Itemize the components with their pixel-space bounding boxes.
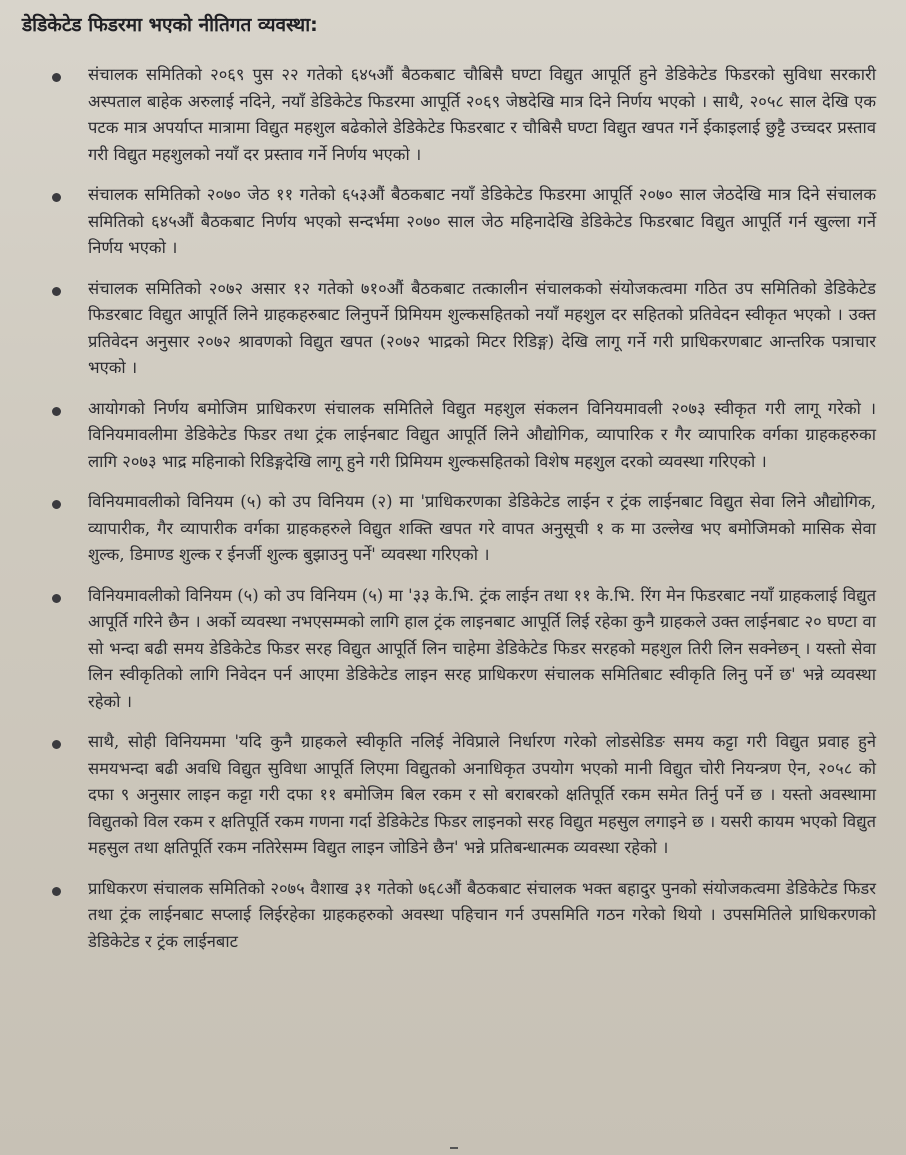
list-item (22, 62, 876, 168)
list-item-text: संचालक समितिको २०७० जेठ ११ गतेको ६५३औं बैठकबाट नयाँ डेडिकेटेड फिडरमा आपूर्ति २०७० साल जेठदेखि मात्र दिने संचालक समितिको ६४५औं बैठकबाट निर्णय भएको सन्दर्भमा २०७० साल जेठ महिनादेखि डेडिकेटेड फिडरबाट विद्युत आपूर्ति गर्न खुल्ला गर्ने निर्णय भएको । (88, 185, 876, 257)
bullet-icon (52, 407, 61, 416)
section-heading: डेडिकेटेड फिडरमा भएको नीतिगत व्यवस्था: (22, 14, 318, 36)
list-item-text: आयोगको निर्णय बमोजिम प्राधिकरण संचालक समितिले विद्युत महशुल संकलन विनियमावली २०७३ स्वीकृत गरी लागू गरेको । विनियमावलीमा डेडिकेटेड फिडर तथा ट्रंक लाईनबाट विद्युत आपूर्ति लिने औद्योगिक, व्यापारिक र गैर व्यापारिक वर्गका ग्राहकहरुका लागि २०७३ भाद्र महिनाको रिडिङ्गदेखि लागू हुने गरी प्रिमियम शुल्कसहितको विशेष महशुल दरको व्यवस्था गरिएको । (88, 398, 876, 471)
list-item-text: साथै, सोही विनियममा 'यदि कुनै ग्राहकले स्वीकृति नलिई नेविप्राले निर्धारण गरेको लोडसेडिङ समय कट्टा गरी विद्युत प्रवाह हुने समयभन्दा बढी अवधि विद्युत सुविधा आपूर्ति लिएमा विद्युतको अनाधिकृत उपयोग भएको मानी विद्युत चोरी नियन्त्रण ऐन, २०५८ को दफा ९ अनुसार लाइन कट्टा गरी दफा ११ बमोजिम बिल रकम र सो बराबरको क्षतिपूर्ति रकम समेत तिर्नु पर्ने छ । यस्तो अवस्थामा विद्युतको विल रकम र क्षतिपूर्ति रकम गणना गर्दा डेडिकेटेड फिडर लाइनको सरह विद्युत महसुल लगाइने छ । यसरी कायम भएको विद्युत महसुल तथा क्षतिपूर्ति रकम नतिरेसम्म विद्युत लाइन जोडिने छैन' भन्ने प्रतिबन्धात्मक व्यवस्था रहेको । (88, 732, 876, 857)
bullet-icon (52, 287, 61, 296)
bullet-icon (52, 193, 61, 202)
list-item-text: संचालक समितिको २०६९ पुस २२ गतेको ६४५औं बैठकबाट चौबिसै घण्टा विद्युत आपूर्ति हुने डेडिकेटेड फिडरको सुविधा सरकारी अस्पताल बाहेक अरुलाई नदिने, नयाँ डेडिकेटेड फिडरमा आपूर्ति २०६९ जेष्ठदेखि मात्र दिने निर्णय भएको । साथै, २०५८ साल देखि एक पटक मात्र अपर्याप्त मात्रामा विद्युत महशुल बढेकोले डेडिकेटेड फिडरबाट र चौबिसै घण्टा विद्युत खपत गर्ने ईकाइलाई छुट्टै उच्चदर प्रस्ताव गरी विद्युत महशुलको नयाँ दर प्रस्ताव गर्ने निर्णय भएको । (88, 65, 876, 164)
list-item-text: विनियमावलीको विनियम (५) को उप विनियम (२) मा 'प्राधिकरणका डेडिकेटेड लाईन र ट्रंक लाईनबाट विद्युत सेवा लिने औद्योगिक, व्यापारीक, गैर व्यापारीक वर्गका ग्राहकहरुले विद्युत शक्ति खपत गरे वापत अनुसूची १ क मा उल्लेख भए बमोजिमको मासिक सेवा शुल्क, डिमाण्ड शुल्क र ईनर्जी शुल्क बुझाउनु पर्ने' व्यवस्था गरिएको । (88, 492, 876, 564)
list-item (22, 182, 876, 262)
bullet-icon (52, 887, 61, 896)
list-item (22, 583, 876, 716)
list-item (22, 876, 876, 956)
list-item-text: प्राधिकरण संचालक समितिको २०७५ वैशाख ३१ गतेको ७६८औं बैठकबाट संचालक भक्त बहादुर पुनको संयोजकत्वमा डेडिकेटेड फिडर तथा ट्रंक लाईनबाट सप्लाई लिईरहेका ग्राहकहरुको अवस्था पहिचान गर्न उपसमिति गठन गरेको थियो । उपसमितिले प्राधिकरणको डेडिकेटेड र ट्रंक लाईनबाट (88, 878, 876, 951)
list-item-text: विनियमावलीको विनियम (५) को उप विनियम (५) मा '३३ के.भि. ट्रंक लाईन तथा ११ के.भि. रिंग मेन फिडरबाट नयाँ ग्राहकलाई विद्युत आपूर्ति गरिने छैन । अर्को व्यवस्था नभएसम्मको लागि हाल ट्रंक लाइनबाट आपूर्ति लिई रहेका कुनै ग्राहकले उक्त लाईनबाट २० घण्टा वा सो भन्दा बढी समय डेडिकेटेड फिडर सरह विद्युत आपूर्ति लिन चाहेमा डेडिकेटेड फिडर सरहको महशुल तिरी लिन सक्नेछन् । यस्तो सेवा लिन स्वीकृतिको लागि निवेदन पर्न आएमा डेडिकेटेड लाइन सरह प्राधिकरण संचालक समितिबाट स्वीकृति लिनु पर्ने छ' भन्ने व्यवस्था रहेको । (88, 585, 876, 711)
bullet-icon (52, 740, 61, 749)
list-item (22, 729, 876, 862)
bullet-icon (52, 73, 61, 82)
bullet-icon (52, 594, 61, 603)
list-item-text: संचालक समितिको २०७२ असार १२ गतेको ७१०औं बैठकबाट तत्कालीन संचालकको संयोजकत्वमा गठित उप समितिको डेडिकेटेड फिडरबाट विद्युत आपूर्ति लिने ग्राहकहरुबाट लिनुपर्ने प्रिमियम शुल्कसहितको नयाँ महशुल दर सहितको प्रतिवेदन स्वीकृत भएको । उक्त प्रतिवेदन अनुसार २०७२ श्रावणको विद्युत खपत (२०७२ भाद्रको मिटर रिडिङ्ग) देखि लागू गर्ने गरी प्राधिकरणबाट आन्तरिक पत्राचार भएको । (88, 278, 876, 377)
list-item (22, 489, 876, 569)
bullet-icon (52, 500, 61, 509)
policy-list (22, 62, 876, 955)
list-item (22, 396, 876, 476)
list-item (22, 276, 876, 382)
page-number-mark (450, 1147, 458, 1153)
